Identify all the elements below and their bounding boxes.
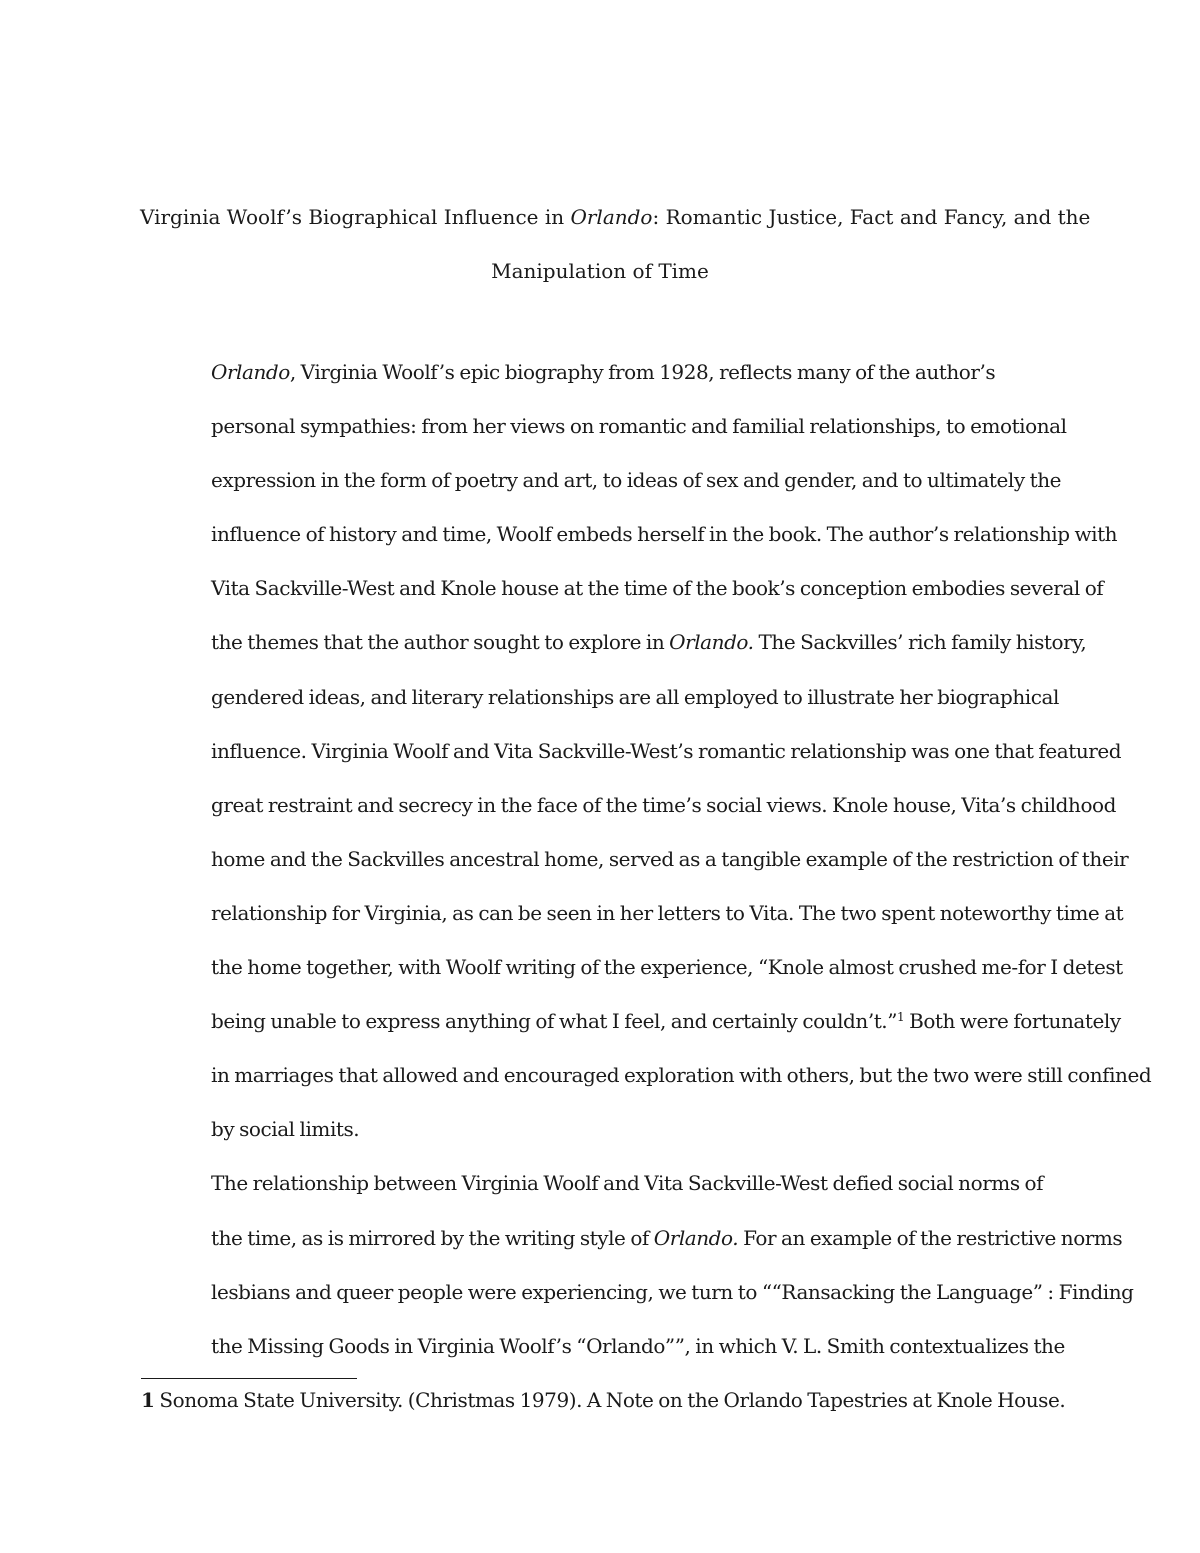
paragraph-1 (141, 345, 1152, 1156)
paragraph-line: influence of history and time, Woolf embeds herself in the book. The author’s relationship with (211, 522, 1118, 547)
footnote-number: 1 (141, 1388, 155, 1412)
paragraph-line: great restraint and secrecy in the face of the time’s social views. Knole house, Vita’s childhood (211, 792, 1116, 817)
footnote-separator (141, 1378, 357, 1379)
italic-orlando: Orlando. (669, 630, 754, 655)
title-text-rest: : Romantic Justice, Fact and Fancy, and the (652, 205, 1091, 229)
footnote-text: Sonoma State University. (Christmas 1979). A Note on the Orlando Tapestries at Knole House. (154, 1388, 1066, 1412)
text-run: The Sackvilles’ rich family history, (753, 630, 1087, 655)
italic-orlando: Orlando (211, 360, 290, 384)
title-line-1 (140, 190, 1091, 244)
paragraph-line (141, 345, 1061, 399)
document-body (141, 345, 1152, 1373)
title-line-2: Manipulation of Time (491, 259, 709, 283)
paragraph-line: home and the Sackvilles ancestral home, served as a tangible example of the restriction of their (211, 846, 1129, 871)
paragraph-line (141, 615, 1087, 669)
paragraph-line: the home together, with Woolf writing of the experience, “Knole almost crushed me-for I detest (211, 955, 1123, 980)
paragraph-line: gendered ideas, and literary relationships are all employed to illustrate her biographical (211, 684, 1059, 709)
italic-orlando: Orlando. (653, 1225, 739, 1250)
paragraph-line: expression in the form of poetry and art, to ideas of sex and gender, and to ultimately the (211, 468, 1062, 493)
paragraph-line (141, 1211, 1123, 1265)
paragraph-line: personal sympathies: from her views on romantic and familial relationships, to emotional (211, 414, 1067, 439)
paragraph-line: in marriages that allowed and encouraged exploration with others, but the two were still confined (211, 1063, 1152, 1088)
title-text: Virginia Woolf’s Biographical Influence in (140, 205, 571, 229)
footnote (141, 1386, 1066, 1414)
text-run: Both were fortunately (904, 1009, 1121, 1034)
paragraph-line: by social limits. (211, 1117, 360, 1142)
text-run: the time, as is mirrored by the writing style of (211, 1225, 654, 1250)
paragraph-line: influence. Virginia Woolf and Vita Sackville-West’s romantic relationship was one that featured (211, 738, 1122, 763)
title-italic-orlando: Orlando (570, 205, 653, 229)
paragraph-line: Vita Sackville-West and Knole house at the time of the book’s conception embodies several of (211, 576, 1104, 601)
paragraph-line: relationship for Virginia, as can be seen in her letters to Vita. The two spent noteworthy time at (211, 900, 1124, 925)
text-run: being unable to express anything of what I feel, and certainly couldn’t.” (211, 1009, 897, 1034)
paragraph-line: lesbians and queer people were experiencing, we turn to ““Ransacking the Language” : Finding (211, 1279, 1134, 1304)
paragraph-line: The relationship between Virginia Woolf and Vita Sackville-West defied social norms of (211, 1171, 1044, 1196)
paragraph-line (141, 994, 1121, 1048)
text-run: the themes that the author sought to explore in (211, 630, 670, 655)
footnote-reference[interactable]: 1 (897, 1010, 905, 1025)
text-run: For an example of the restrictive norms (738, 1225, 1123, 1250)
text-run: , Virginia Woolf’s epic biography from 1928, reflects many of the author’s (289, 360, 996, 384)
paragraph-2 (141, 1156, 1134, 1372)
paragraph-line: the Missing Goods in Virginia Woolf’s “Orlando””, in which V. L. Smith contextualizes the (211, 1333, 1065, 1358)
document-title (140, 190, 1091, 298)
